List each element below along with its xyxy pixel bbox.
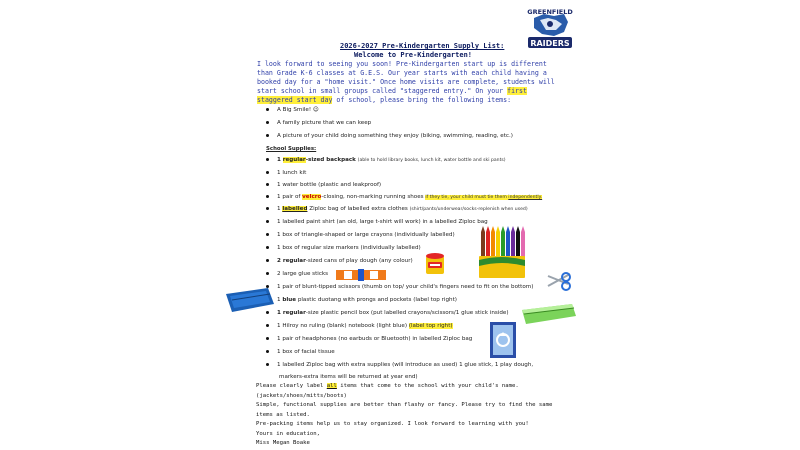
intro-text-part2: of school, please bring the following items: <box>332 96 512 104</box>
list-item: A picture of your child doing something they enjoy (biking, swimming, reading, etc.) <box>266 133 513 139</box>
intro-paragraph <box>257 60 557 105</box>
logo-top-text: GREENFIELD <box>527 8 573 16</box>
footer-signoff: Yours in education, <box>256 430 320 437</box>
list-item: 1 pair of blunt-tipped scissors (thumb on top/ your child's fingers need to fit on the bottom) <box>266 284 533 290</box>
scissors-icon <box>546 272 572 292</box>
footer-line-label-all: Please clearly label all items that come to the school with your child's name. (jackets/shoes/mitts/boots) <box>256 383 519 399</box>
list-item: 2 regular-sized cans of play dough (any colour) <box>266 258 413 264</box>
page-subtitle: Welcome to Pre-Kindergarten! <box>354 51 473 59</box>
notebook-image-icon <box>490 322 516 358</box>
list-item: 2 large glue sticks <box>266 271 328 277</box>
list-item: 1 box of triangle-shaped or large crayons (individually labelled) <box>266 232 455 238</box>
glue-sticks-icon <box>336 266 386 278</box>
footer-line-prepacking: Pre-packing items help us to stay organized. I look forward to learning with you! <box>256 421 529 427</box>
logo-bottom-text: RAIDERS <box>530 39 570 48</box>
list-item: A family picture that we can keep <box>266 120 371 126</box>
list-item: A Big Smile! ☺ <box>266 107 319 113</box>
section-heading: School Supplies: <box>266 146 317 152</box>
list-item: 1 labelled Ziploc bag with extra supplies (will introduce as used) 1 glue stick, 1 play dough, <box>266 362 533 368</box>
footer-notes <box>256 382 556 449</box>
list-item: 1 regular-sized backpack (able to hold library books, lunch kit, water bottle and ski pants) <box>266 157 506 163</box>
play-dough-can-icon <box>424 250 446 276</box>
list-item: 1 labelled Ziploc bag of labelled extra clothes (shirt/pants/underwear/socks-replenish when used) <box>266 206 528 212</box>
list-item: 1 box of facial tissue <box>266 349 335 355</box>
intro-text-part1: I look forward to seeing you soon! Pre-Kindergarten start up is different than Grade K-6 classes at G.E.S. Our year starts with each child having a booked day for a "home visit." Once home visits are complete, students will start school in small groups called "staggered entry." On your <box>257 60 555 95</box>
footer-line-simple: Simple, functional supplies are better than flashy or fancy. Please try to find the same items as listed. <box>256 402 553 418</box>
intro-highlight: first staggered start day <box>257 87 527 104</box>
list-item: 1 blue plastic duotang with prongs and pockets (label top right) <box>266 297 457 303</box>
page-title: 2026-2027 Pre-Kindergarten Supply List: <box>340 42 505 50</box>
list-item: 1 regular-size plastic pencil box (put labelled crayons/scissors/1 glue stick inside) <box>266 310 509 316</box>
list-item-continuation: markers-extra items will be returned at year end) <box>279 374 418 380</box>
list-item: 1 labelled paint shirt (an old, large t-shirt will work) in a labelled Ziploc bag <box>266 219 488 225</box>
list-item: 1 pair of headphones (no earbuds or Bluetooth) in labelled Ziploc bag <box>266 336 472 342</box>
list-item: 1 pair of velcro-closing, non-marking running shoes if they tie, your child must tie them independently. <box>266 194 542 200</box>
blue-duotang-icon <box>226 288 274 312</box>
list-item: 1 box of regular size markers (individually labelled) <box>266 245 421 251</box>
footer-signature: Miss Megan Boake <box>256 440 310 446</box>
list-item: 1 water bottle (plastic and leakproof) <box>266 182 381 188</box>
pencil-box-icon <box>520 302 578 326</box>
raiders-logo-icon <box>524 2 576 50</box>
crayons-box-icon <box>478 226 526 278</box>
list-item: 1 lunch kit <box>266 170 306 176</box>
list-item: 1 Hilroy no ruling (blank) notebook (light blue) (label top right) <box>266 323 453 329</box>
